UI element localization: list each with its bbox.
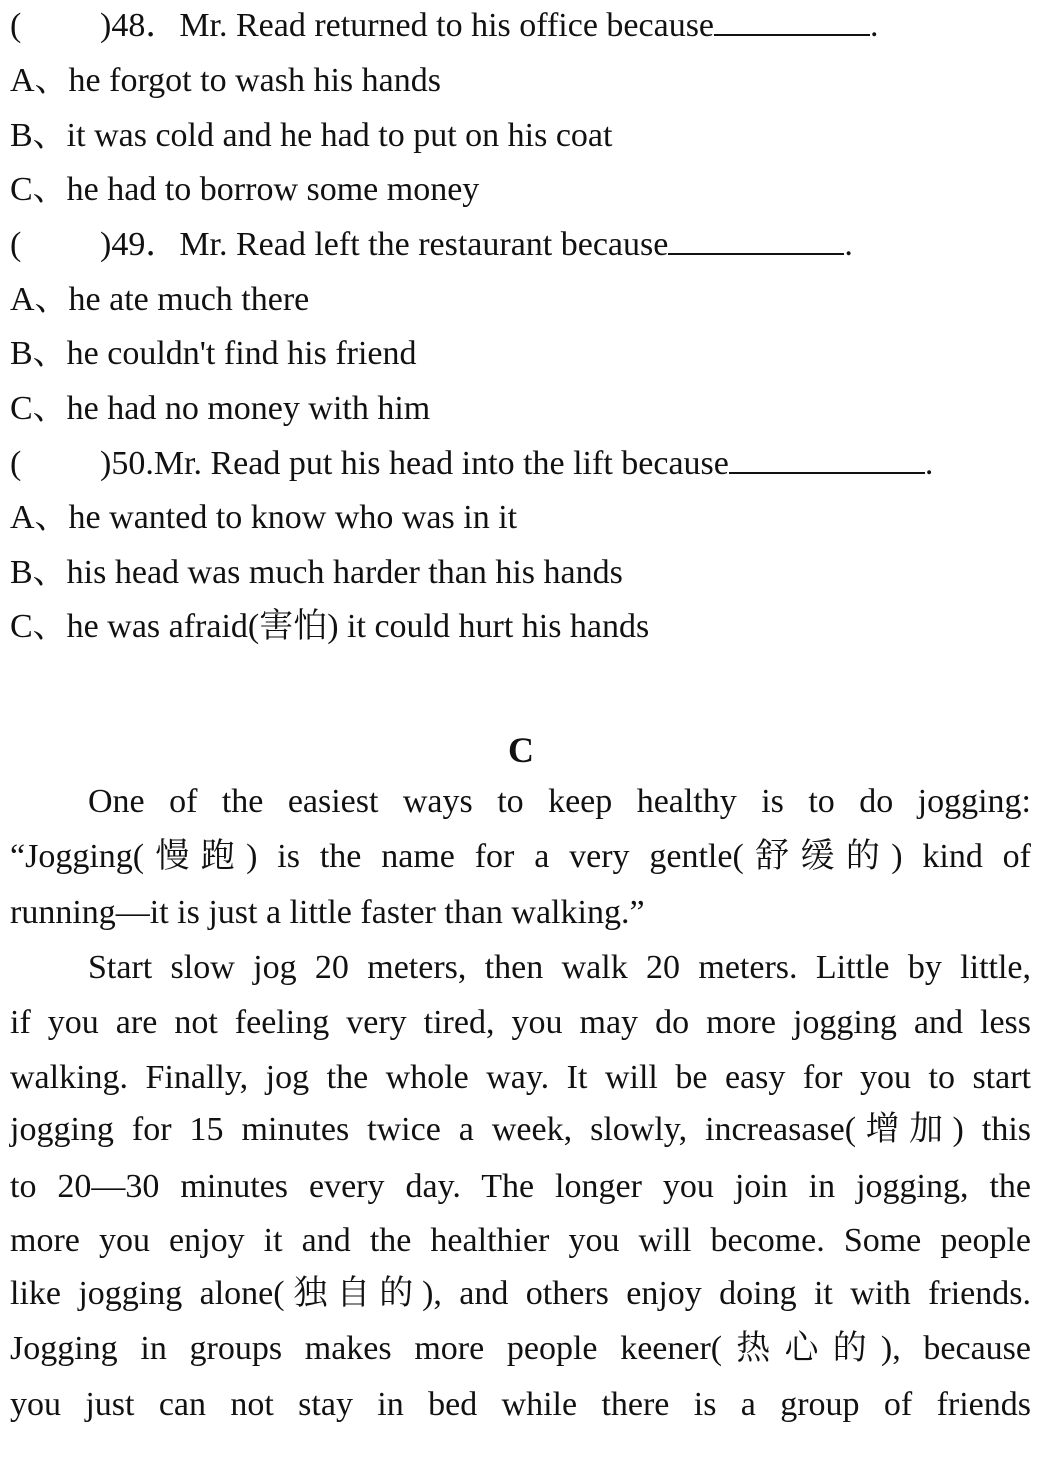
passage-line: Jogging in groups makes more people keener(热心的), because [10,1330,1031,1367]
option-a: A、he forgot to wash his hands [10,62,441,99]
answer-blank [714,6,870,36]
option-a: A、he ate much there [10,281,310,318]
passage-line: you just can not stay in bed while there is a group of friends [10,1386,1031,1423]
answer-blank [729,444,925,474]
answer-blank [668,225,844,255]
question-48-stem [10,6,879,46]
question-number: )49 [100,226,146,263]
passage-line: jogging for 15 minutes twice a week, slowly, increasase(增加) this [10,1111,1031,1148]
passage-line: if you are not feeling very tired, you may do more jogging and less [10,1004,1031,1041]
passage-line: more you enjoy it and the healthier you will become. Some people [10,1222,1031,1259]
option-b: B、he couldn't find his friend [10,335,417,372]
question-49-stem [10,225,853,265]
section-heading: C [508,730,534,770]
option-a: A、he wanted to know who was in it [10,499,518,536]
option-c: C、he had no money with him [10,390,431,427]
passage-line: One of the easiest ways to keep healthy is to do jogging: [88,783,1031,820]
open-paren: ( [10,226,22,263]
option-b: B、it was cold and he had to put on his coat [10,117,613,154]
option-c: C、he was afraid(害怕) it could hurt his hands [10,608,650,645]
question-number: )48 [100,7,146,44]
passage-line: to 20—30 minutes every day. The longer you join in jogging, the [10,1168,1031,1205]
passage-line: running—it is just a little faster than walking.” [10,894,645,931]
passage-line: walking. Finally, jog the whole way. It will be easy for you to start [10,1059,1031,1096]
question-50-stem [10,444,933,484]
stem-end: . [870,7,879,44]
stem-end: . [924,445,934,482]
open-paren: ( [10,7,22,44]
question-number: )50 [100,445,146,482]
open-paren: ( [10,445,22,482]
option-b: B、his head was much harder than his hands [10,554,623,591]
question-text: ．Mr. Read returned to his office because [145,7,715,44]
question-text: ．Mr. Read left the restaurant because [145,226,669,263]
question-text: .Mr. Read put his head into the lift because [145,445,729,482]
passage-line: like jogging alone(独自的), and others enjoy doing it with friends. [10,1275,1031,1312]
stem-end: . [844,226,853,263]
option-c: C、he had to borrow some money [10,171,480,208]
passage-line: “Jogging(慢跑) is the name for a very gentle(舒缓的) kind of [10,838,1031,875]
passage-line: Start slow jog 20 meters, then walk 20 meters. Little by little, [88,949,1031,986]
